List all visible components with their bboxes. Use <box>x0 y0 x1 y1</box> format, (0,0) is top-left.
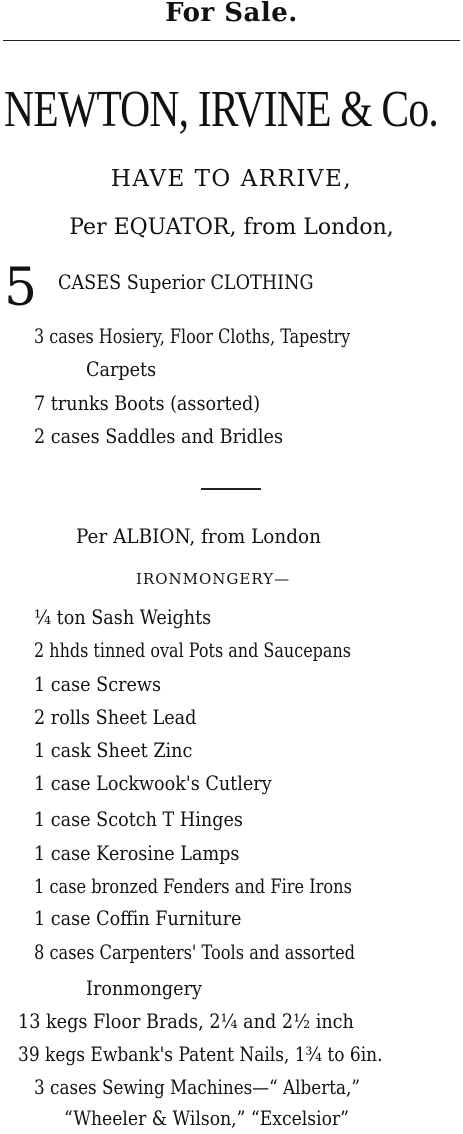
clothing-item: CASES Superior CLOTHING <box>58 270 314 294</box>
list-item: 1 case Lockwook's Cutlery <box>34 771 272 795</box>
ship-albion-line: Per ALBION, from London <box>76 524 321 548</box>
section-divider <box>201 488 261 490</box>
list-item: 1 cask Sheet Zinc <box>34 738 193 762</box>
list-item: 1 case Coffin Furniture <box>34 906 242 930</box>
list-item: 2 cases Saddles and Bridles <box>34 424 283 448</box>
ship-equator-line: Per EQUATOR, from London, <box>69 215 394 240</box>
list-item: 8 cases Carpenters' Tools and assorted <box>34 940 356 964</box>
list-item: Carpets <box>86 357 157 381</box>
arrival-notice: HAVE TO ARRIVE, <box>110 166 353 192</box>
drop-cap-number: 5 <box>4 258 38 318</box>
list-item: Ironmongery <box>86 976 202 1000</box>
list-item: 2 rolls Sheet Lead <box>34 705 197 729</box>
list-item: 1 case Scotch T Hinges <box>34 807 243 831</box>
list-item: 39 kegs Ewbank's Patent Nails, 1¾ to 6in. <box>18 1042 383 1066</box>
section-heading: For Sale. <box>165 0 298 28</box>
list-item: 7 trunks Boots (assorted) <box>34 391 261 415</box>
list-item: 3 cases Sewing Machines—“ Alberta,” <box>34 1075 360 1099</box>
list-item: ¼ ton Sash Weights <box>34 605 212 629</box>
list-item: 1 case bronzed Fenders and Fire Irons <box>34 874 352 898</box>
list-item: 2 hhds tinned oval Pots and Saucepans <box>34 638 351 662</box>
heading-rule <box>3 40 460 41</box>
firm-name: NEWTON, IRVINE & Co. <box>4 81 438 138</box>
list-item: 13 kegs Floor Brads, 2¼ and 2½ inch <box>18 1009 354 1033</box>
list-item: “Wheeler & Wilson,” “Excelsior” <box>64 1106 349 1130</box>
category-label: IRONMONGERY— <box>136 570 291 588</box>
list-item: 1 case Screws <box>34 672 162 696</box>
list-item: 3 cases Hosiery, Floor Cloths, Tapestry <box>34 324 351 348</box>
list-item: 1 case Kerosine Lamps <box>34 841 240 865</box>
